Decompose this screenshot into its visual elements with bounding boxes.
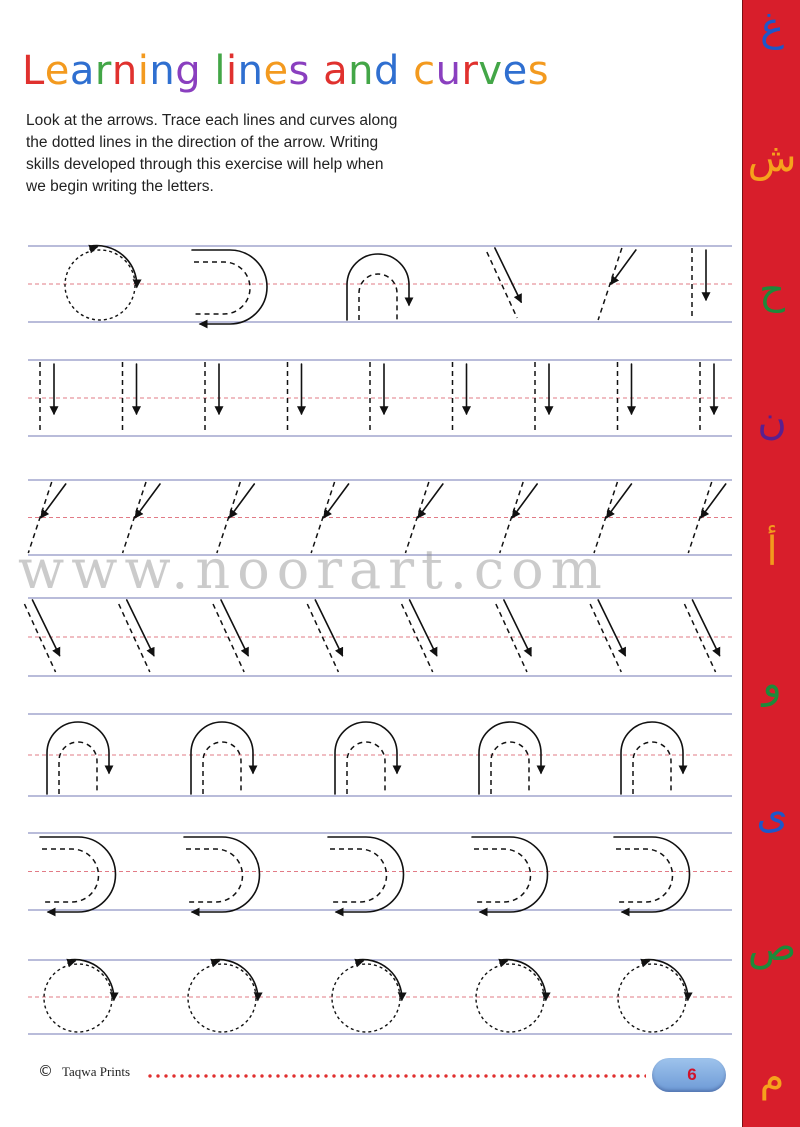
trace-backslash: [496, 600, 531, 672]
trace-open-left-curve: [472, 837, 548, 912]
trace-circle: [618, 960, 688, 1032]
sidebar-arabic-letter: أ: [766, 529, 778, 576]
title-letter: i: [137, 48, 150, 94]
title-letter: g: [175, 48, 202, 94]
sidebar-arabic-letter: ص: [747, 923, 797, 970]
trace-backslash: [487, 248, 521, 318]
title-letter: c: [413, 48, 436, 94]
sidebar-arabic-letter: ح: [759, 266, 785, 313]
title-letter: s: [527, 48, 550, 94]
trace-open-left-curve: [614, 837, 690, 912]
exercise-row: [28, 246, 732, 322]
title-letter: r: [461, 48, 479, 94]
sidebar-arabic-letter: ن: [757, 398, 787, 445]
trace-open-left-curve: [192, 250, 267, 324]
sidebar-arabic-letter: و: [762, 660, 782, 707]
trace-arch: [191, 722, 253, 794]
trace-backslash: [307, 600, 342, 672]
trace-open-left-curve: [40, 837, 116, 912]
trace-circle: [65, 246, 137, 320]
trace-backslash: [684, 600, 719, 672]
title-letter: n: [348, 48, 374, 94]
copyright-icon: ©: [38, 1062, 53, 1080]
title-letter: s: [288, 48, 310, 94]
sidebar-arabic-letter: ى: [756, 792, 788, 839]
title-letter: a: [323, 48, 349, 94]
sidebar-arabic-letter: ش: [747, 135, 797, 182]
title-letter: [400, 48, 413, 94]
trace-backslash: [402, 600, 437, 672]
title-letter: e: [44, 48, 70, 94]
title-letter: d: [373, 48, 400, 94]
trace-arch: [47, 722, 109, 794]
title-letter: [201, 48, 214, 94]
trace-circle: [476, 960, 546, 1032]
page-footer: [0, 1056, 742, 1096]
title-letter: e: [502, 48, 528, 94]
trace-open-left-curve: [328, 837, 404, 912]
trace-open-left-curve: [184, 837, 260, 912]
trace-arch: [347, 254, 409, 320]
exercise-row: [28, 960, 732, 1034]
trace-backslash: [213, 600, 248, 672]
dotted-divider: [146, 1074, 646, 1078]
title-letter: [310, 48, 323, 94]
title-letter: e: [263, 48, 289, 94]
title-letter: n: [149, 48, 176, 94]
trace-arch: [621, 722, 683, 794]
exercise-row: [28, 714, 732, 796]
page-number-badge: [652, 1058, 726, 1092]
title-letter: r: [94, 48, 112, 94]
trace-arch: [335, 722, 397, 794]
trace-circle: [44, 960, 114, 1032]
exercise-rows: [24, 246, 732, 1034]
title-letter: n: [237, 48, 264, 94]
sidebar-arabic-letter: غ: [760, 4, 784, 50]
trace-circle: [332, 960, 402, 1032]
watermark: www.noorart.com: [18, 538, 609, 601]
title-letter: i: [225, 48, 238, 94]
trace-backslash: [590, 600, 625, 672]
trace-arch: [479, 722, 541, 794]
exercise-row: [28, 833, 732, 910]
publisher-name: Taqwa Prints: [62, 1064, 131, 1079]
title-letter: l: [214, 48, 226, 94]
trace-forward-slash: [28, 482, 65, 553]
title-letter: n: [111, 48, 138, 94]
title-letter: L: [22, 48, 45, 94]
title-letter: v: [478, 48, 503, 94]
title-letter: u: [435, 48, 462, 94]
title-letter: a: [69, 48, 95, 94]
page-number: 6: [687, 1065, 697, 1084]
instructions-text: Look at the arrows. Trace each lines and curves along the dotted lines in the direction of the arrow. Writing skills developed through this exercise will help when we begin writing the letters.: [26, 112, 398, 195]
trace-backslash: [24, 600, 59, 672]
trace-circle: [188, 960, 258, 1032]
page-title: [22, 48, 549, 94]
arabic-letter-sidebar: [742, 0, 800, 1127]
trace-backslash: [119, 600, 154, 672]
sidebar-arabic-letter: م: [759, 1054, 785, 1101]
exercise-row: [28, 360, 732, 436]
